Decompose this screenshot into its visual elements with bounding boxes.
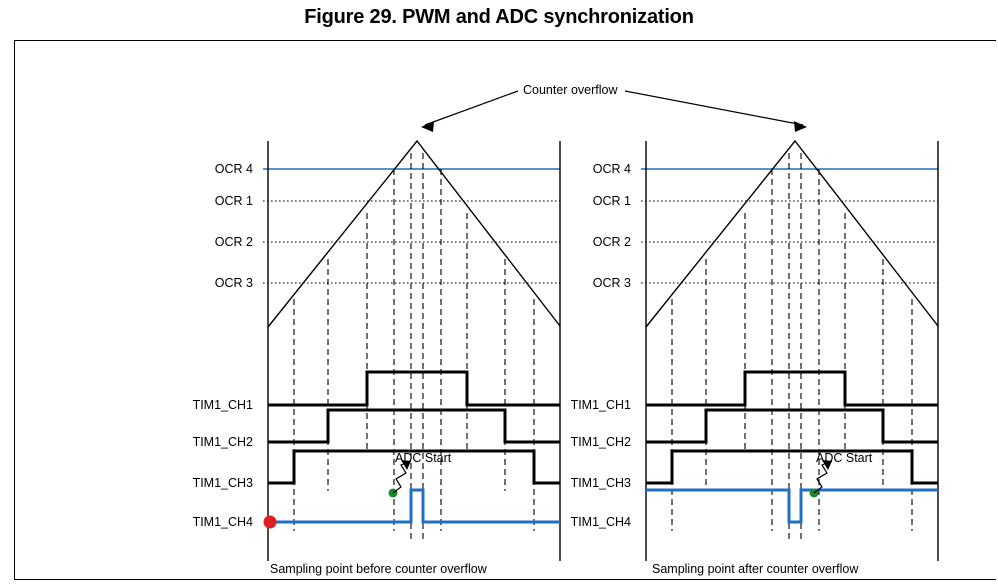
ocr2-label-left: OCR 2: [214, 235, 253, 249]
tim1-ch1-waveform-right: [646, 372, 938, 405]
ocr1-label-right: OCR 1: [592, 194, 631, 208]
caption-right: Sampling point after counter overflow: [652, 562, 859, 576]
tim1-ch2-label-right: TIM1_CH2: [570, 435, 631, 449]
counter-overflow-leader-right: [625, 91, 803, 125]
tim1-ch4-label-left: TIM1_CH4: [192, 515, 253, 529]
tim1-ch1-label-right: TIM1_CH1: [570, 398, 631, 412]
ocr3-label-left: OCR 3: [214, 276, 253, 290]
tim1-ch2-waveform-right: [646, 410, 938, 442]
tim1-ch4-label-right: TIM1_CH4: [570, 515, 631, 529]
ocr1-label-left: OCR 1: [214, 194, 253, 208]
ocr2-label-right: OCR 2: [592, 235, 631, 249]
counter-overflow-callout: [421, 91, 807, 132]
adc-start-label-right: ADC Start: [816, 451, 873, 465]
projection-lines-left: [294, 153, 534, 541]
tim1-ch4-start-dot-left: [264, 516, 277, 529]
ocr4-label-left: OCR 4: [214, 162, 253, 176]
ocr4-label-right: OCR 4: [592, 162, 631, 176]
figure-title: Figure 29. PWM and ADC synchronization: [304, 6, 694, 28]
projection-lines-right: [672, 153, 912, 541]
ocr3-label-right: OCR 3: [592, 276, 631, 290]
figure-frame: [14, 40, 996, 580]
tim1-ch1-label-left: TIM1_CH1: [192, 398, 253, 412]
counter-overflow-arrowhead-left: [421, 121, 434, 132]
tim1-ch4-waveform-right: [646, 490, 938, 522]
right-panel: [641, 141, 938, 561]
pwm-adc-synchronization-diagram: [15, 41, 997, 581]
tim1-ch2-label-left: TIM1_CH2: [192, 435, 253, 449]
left-panel: [263, 141, 560, 561]
adc-start-label-left: ADC Start: [395, 451, 452, 465]
tim1-ch3-label-left: TIM1_CH3: [192, 476, 253, 490]
counter-overflow-arrowhead-right: [794, 121, 807, 132]
tim1-ch3-waveform-right: [646, 451, 938, 483]
tim1-ch3-label-right: TIM1_CH3: [570, 476, 631, 490]
counter-overflow-leader-left: [425, 91, 518, 125]
counter-overflow-label: Counter overflow: [523, 83, 618, 97]
caption-left: Sampling point before counter overflow: [270, 562, 487, 576]
